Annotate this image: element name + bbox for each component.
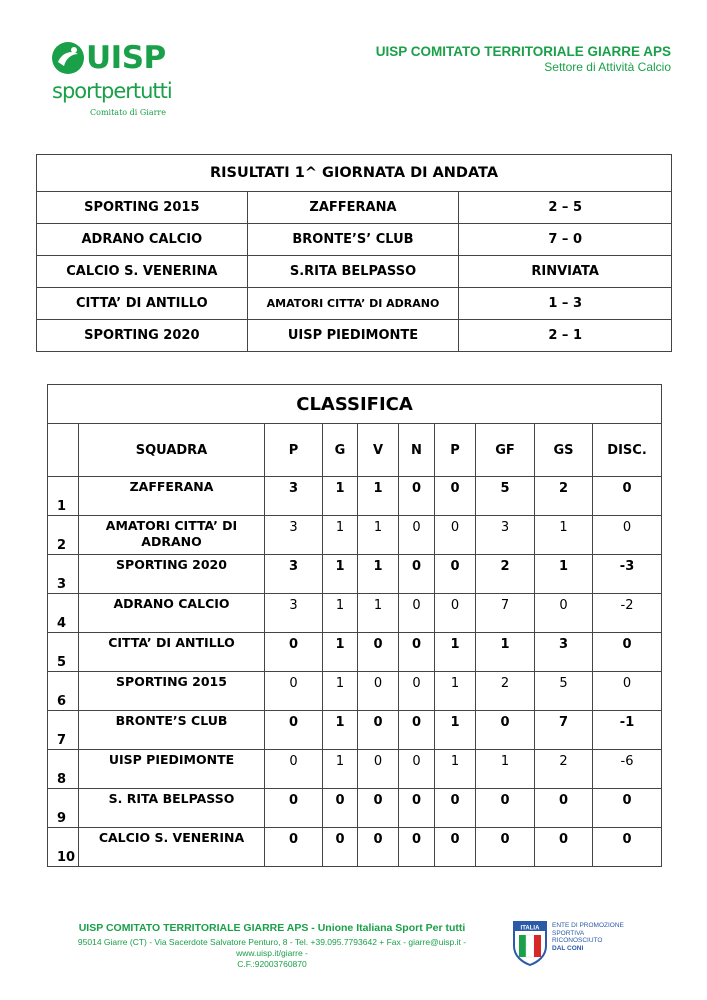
played-cell: 1 bbox=[323, 555, 358, 594]
played-cell: 0 bbox=[323, 828, 358, 867]
team-name-cell: ADRANO CALCIO bbox=[79, 594, 265, 633]
header-won: V bbox=[358, 424, 399, 477]
drawn-cell: 0 bbox=[399, 516, 435, 555]
discipline-cell: 0 bbox=[593, 477, 662, 516]
goals-against-cell: 0 bbox=[535, 594, 593, 633]
goals-for-cell: 0 bbox=[476, 711, 535, 750]
lost-cell: 1 bbox=[435, 672, 476, 711]
discipline-cell: 0 bbox=[593, 789, 662, 828]
points-cell: 3 bbox=[265, 477, 323, 516]
played-cell: 1 bbox=[323, 594, 358, 633]
lost-cell: 0 bbox=[435, 594, 476, 633]
results-title: RISULTATI 1^ GIORNATA DI ANDATA bbox=[37, 155, 672, 192]
goals-for-cell: 2 bbox=[476, 672, 535, 711]
coni-line-3: RICONOSCIUTO bbox=[552, 937, 603, 944]
position-cell: 2 bbox=[48, 516, 79, 555]
discipline-cell: -2 bbox=[593, 594, 662, 633]
match-row bbox=[37, 224, 672, 256]
standings-header-row bbox=[48, 424, 662, 477]
goals-for-cell: 0 bbox=[476, 789, 535, 828]
home-team: SPORTING 2020 bbox=[37, 320, 248, 352]
won-cell: 0 bbox=[358, 633, 399, 672]
played-cell: 1 bbox=[323, 477, 358, 516]
won-cell: 1 bbox=[358, 555, 399, 594]
team-name-cell: CALCIO S. VENERINA bbox=[79, 828, 265, 867]
team-name-cell: ZAFFERANA bbox=[79, 477, 265, 516]
match-row bbox=[37, 192, 672, 224]
coni-line-1: ENTE DI PROMOZIONE bbox=[552, 922, 624, 929]
logo-text: UISP bbox=[86, 40, 166, 76]
goals-against-cell: 0 bbox=[535, 828, 593, 867]
position-cell: 5 bbox=[48, 633, 79, 672]
coni-line-2: SPORTIVA bbox=[552, 929, 585, 937]
goals-for-cell: 7 bbox=[476, 594, 535, 633]
header-goals-for: GF bbox=[476, 424, 535, 477]
goals-for-cell: 0 bbox=[476, 828, 535, 867]
goals-for-cell: 5 bbox=[476, 477, 535, 516]
drawn-cell: 0 bbox=[399, 828, 435, 867]
points-cell: 3 bbox=[265, 516, 323, 555]
away-team: ZAFFERANA bbox=[247, 192, 459, 224]
drawn-cell: 0 bbox=[399, 633, 435, 672]
played-cell: 1 bbox=[323, 516, 358, 555]
points-cell: 3 bbox=[265, 594, 323, 633]
match-score: 2 – 1 bbox=[459, 320, 672, 352]
team-name-cell: SPORTING 2020 bbox=[79, 555, 265, 594]
discipline-cell: -6 bbox=[593, 750, 662, 789]
won-cell: 0 bbox=[358, 828, 399, 867]
position-cell: 3 bbox=[48, 555, 79, 594]
results-table bbox=[36, 154, 672, 352]
header-points: P bbox=[265, 424, 323, 477]
won-cell: 0 bbox=[358, 789, 399, 828]
lost-cell: 0 bbox=[435, 477, 476, 516]
uisp-logo bbox=[50, 40, 200, 125]
points-cell: 0 bbox=[265, 633, 323, 672]
discipline-cell: 0 bbox=[593, 828, 662, 867]
logo-committee: Comitato di Giarre bbox=[90, 108, 166, 117]
logo-subtitle: sportpertutti bbox=[52, 79, 172, 103]
drawn-cell: 0 bbox=[399, 555, 435, 594]
footer-address: 95014 Giarre (CT) - Via Sacerdote Salvatore Penturo, 8 - Tel. +39.095.7793642 + Fax - giarre@uisp.it - www.uisp.it/giarre - bbox=[77, 937, 467, 958]
match-row bbox=[37, 320, 672, 352]
goals-against-cell: 2 bbox=[535, 750, 593, 789]
discipline-cell: -1 bbox=[593, 711, 662, 750]
uisp-runner-icon bbox=[50, 40, 86, 76]
goals-against-cell: 0 bbox=[535, 789, 593, 828]
goals-for-cell: 1 bbox=[476, 633, 535, 672]
italia-shield-icon bbox=[512, 920, 548, 966]
lost-cell: 1 bbox=[435, 711, 476, 750]
won-cell: 0 bbox=[358, 672, 399, 711]
home-team: CITTA’ DI ANTILLO bbox=[37, 288, 248, 320]
standings-body bbox=[48, 477, 662, 867]
lost-cell: 0 bbox=[435, 555, 476, 594]
won-cell: 1 bbox=[358, 477, 399, 516]
played-cell: 0 bbox=[323, 789, 358, 828]
header-pos bbox=[48, 424, 79, 477]
position-cell: 7 bbox=[48, 711, 79, 750]
discipline-cell: -3 bbox=[593, 555, 662, 594]
goals-against-cell: 1 bbox=[535, 516, 593, 555]
standings-table bbox=[47, 384, 662, 867]
points-cell: 0 bbox=[265, 672, 323, 711]
position-cell: 1 bbox=[48, 477, 79, 516]
played-cell: 1 bbox=[323, 750, 358, 789]
goals-against-cell: 3 bbox=[535, 633, 593, 672]
match-score: 1 – 3 bbox=[459, 288, 672, 320]
coni-text bbox=[552, 922, 624, 952]
discipline-cell: 0 bbox=[593, 672, 662, 711]
won-cell: 0 bbox=[358, 711, 399, 750]
coni-line-4: DAL CONI bbox=[552, 944, 584, 952]
footer bbox=[52, 921, 492, 970]
won-cell: 1 bbox=[358, 516, 399, 555]
won-cell: 0 bbox=[358, 750, 399, 789]
team-name-cell: BRONTE’S CLUB bbox=[79, 711, 265, 750]
org-header bbox=[376, 44, 671, 75]
played-cell: 1 bbox=[323, 711, 358, 750]
standings-row bbox=[48, 672, 662, 711]
lost-cell: 0 bbox=[435, 828, 476, 867]
header-played: G bbox=[323, 424, 358, 477]
org-subtitle: Settore di Attività Calcio bbox=[544, 60, 671, 74]
standings-row bbox=[48, 555, 662, 594]
standings-row bbox=[48, 477, 662, 516]
discipline-cell: 0 bbox=[593, 516, 662, 555]
points-cell: 3 bbox=[265, 555, 323, 594]
team-name-cell: SPORTING 2015 bbox=[79, 672, 265, 711]
goals-for-cell: 3 bbox=[476, 516, 535, 555]
goals-against-cell: 7 bbox=[535, 711, 593, 750]
discipline-cell: 0 bbox=[593, 633, 662, 672]
match-score: 2 – 5 bbox=[459, 192, 672, 224]
drawn-cell: 0 bbox=[399, 789, 435, 828]
match-row bbox=[37, 288, 672, 320]
goals-for-cell: 1 bbox=[476, 750, 535, 789]
header-goals-against: GS bbox=[535, 424, 593, 477]
drawn-cell: 0 bbox=[399, 750, 435, 789]
position-cell: 6 bbox=[48, 672, 79, 711]
lost-cell: 1 bbox=[435, 750, 476, 789]
footer-tax-code: C.F.:92003760870 bbox=[237, 959, 307, 969]
lost-cell: 1 bbox=[435, 633, 476, 672]
won-cell: 1 bbox=[358, 594, 399, 633]
coni-recognition bbox=[512, 920, 632, 970]
away-team: S.RITA BELPASSO bbox=[247, 256, 459, 288]
position-cell: 8 bbox=[48, 750, 79, 789]
standings-row bbox=[48, 750, 662, 789]
away-team: BRONTE’S’ CLUB bbox=[247, 224, 459, 256]
match-row bbox=[37, 256, 672, 288]
standings-row bbox=[48, 594, 662, 633]
points-cell: 0 bbox=[265, 750, 323, 789]
standings-title: CLASSIFICA bbox=[48, 385, 662, 424]
standings-row bbox=[48, 711, 662, 750]
team-name-cell: UISP PIEDIMONTE bbox=[79, 750, 265, 789]
home-team: CALCIO S. VENERINA bbox=[37, 256, 248, 288]
team-name-cell: CITTA’ DI ANTILLO bbox=[79, 633, 265, 672]
coni-badge-text: ITALIA bbox=[520, 925, 540, 932]
drawn-cell: 0 bbox=[399, 477, 435, 516]
standings-row bbox=[48, 633, 662, 672]
position-cell: 10 bbox=[48, 828, 79, 867]
points-cell: 0 bbox=[265, 711, 323, 750]
header-drawn: N bbox=[399, 424, 435, 477]
points-cell: 0 bbox=[265, 789, 323, 828]
played-cell: 1 bbox=[323, 672, 358, 711]
away-team: UISP PIEDIMONTE bbox=[247, 320, 459, 352]
away-team: AMATORI CITTA’ DI ADRANO bbox=[247, 288, 459, 320]
footer-title: UISP COMITATO TERRITORIALE GIARRE APS - Unione Italiana Sport Per tutti bbox=[78, 922, 466, 934]
goals-against-cell: 5 bbox=[535, 672, 593, 711]
standings-row bbox=[48, 789, 662, 828]
goals-against-cell: 1 bbox=[535, 555, 593, 594]
home-team: SPORTING 2015 bbox=[37, 192, 248, 224]
home-team: ADRANO CALCIO bbox=[37, 224, 248, 256]
drawn-cell: 0 bbox=[399, 711, 435, 750]
header-team: SQUADRA bbox=[79, 424, 265, 477]
team-name-cell: AMATORI CITTA’ DI ADRANO bbox=[79, 516, 265, 555]
goals-against-cell: 2 bbox=[535, 477, 593, 516]
goals-for-cell: 2 bbox=[476, 555, 535, 594]
standings-row bbox=[48, 516, 662, 555]
team-name-cell: S. RITA BELPASSO bbox=[79, 789, 265, 828]
match-score: RINVIATA bbox=[459, 256, 672, 288]
drawn-cell: 0 bbox=[399, 672, 435, 711]
org-title: UISP COMITATO TERRITORIALE GIARRE APS bbox=[375, 44, 671, 59]
header-lost: P bbox=[435, 424, 476, 477]
points-cell: 0 bbox=[265, 828, 323, 867]
drawn-cell: 0 bbox=[399, 594, 435, 633]
header-discipline: DISC. bbox=[593, 424, 662, 477]
standings-row bbox=[48, 828, 662, 867]
position-cell: 9 bbox=[48, 789, 79, 828]
lost-cell: 0 bbox=[435, 789, 476, 828]
position-cell: 4 bbox=[48, 594, 79, 633]
lost-cell: 0 bbox=[435, 516, 476, 555]
match-score: 7 – 0 bbox=[459, 224, 672, 256]
played-cell: 1 bbox=[323, 633, 358, 672]
